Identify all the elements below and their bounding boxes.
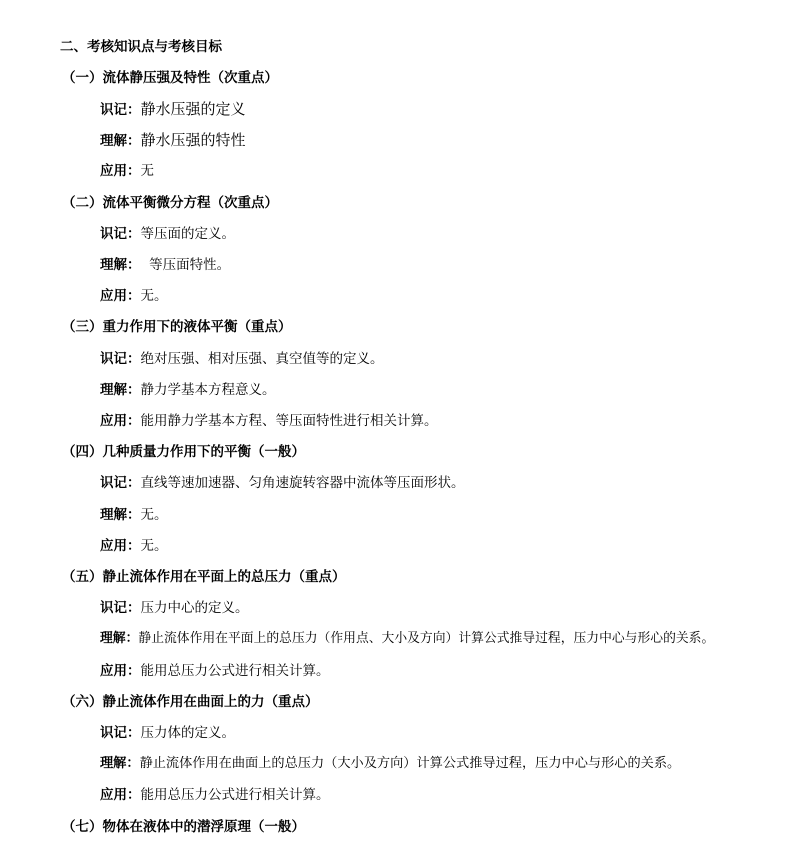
- item-label: 应用：: [100, 663, 141, 679]
- item-text: 无: [140, 163, 154, 179]
- item-label: 识记：: [100, 226, 141, 242]
- item-text: 无。: [140, 288, 168, 304]
- item-label: 识记：: [100, 102, 141, 118]
- item-5-1: [100, 600, 249, 616]
- item-text: 压力体的定义。: [140, 725, 235, 741]
- item-label: 识记：: [100, 600, 141, 616]
- item-2-1: [100, 226, 235, 242]
- item-2-2: [100, 257, 230, 273]
- item-2-3: [100, 288, 168, 304]
- item-label: 理解：: [100, 382, 141, 398]
- item-text: 静力学基本方程意义。: [140, 382, 276, 398]
- item-5-2: [100, 631, 714, 647]
- item-text: 静水压强的特性: [140, 131, 246, 149]
- section-heading-1: （一）流体静压强及特性（次重点）: [62, 70, 278, 86]
- item-text: 无。: [140, 538, 168, 554]
- item-text: 静止流体作用在曲面上的总压力（大小及方向）计算公式推导过程，压力中心与形心的关系。: [139, 756, 681, 771]
- item-label: 理解：: [100, 133, 141, 149]
- section-heading-2: （二）流体平衡微分方程（次重点）: [62, 195, 278, 211]
- item-text: 能用总压力公式进行相关计算。: [140, 663, 330, 679]
- item-3-2: [100, 382, 276, 398]
- item-text: 绝对压强、相对压强、真空值等的定义。: [140, 351, 384, 367]
- item-label: 理解：: [100, 756, 140, 771]
- section-heading-3: （三）重力作用下的液体平衡（重点）: [62, 319, 292, 335]
- item-6-2: [100, 756, 680, 772]
- item-label: 识记：: [100, 725, 141, 741]
- section-heading-5: （五）静止流体作用在平面上的总压力（重点）: [62, 569, 346, 585]
- item-label: 应用：: [100, 288, 141, 304]
- item-label: 应用：: [100, 787, 141, 803]
- section-heading-6: （六）静止流体作用在曲面上的力（重点）: [62, 694, 319, 710]
- item-text: 能用静力学基本方程、等压面特性进行相关计算。: [140, 413, 438, 429]
- item-label: 识记：: [100, 351, 141, 367]
- item-4-1: [100, 475, 465, 491]
- item-text: 能用总压力公式进行相关计算。: [140, 787, 330, 803]
- item-label: 应用：: [100, 163, 141, 179]
- item-label: 理解：: [100, 257, 141, 273]
- item-text: 等压面特性。: [140, 257, 231, 273]
- item-3-3: [100, 413, 438, 429]
- section-heading-4: （四）几种质量力作用下的平衡（一般）: [62, 444, 305, 460]
- item-label: 理解：: [100, 631, 139, 646]
- document-title: 二、考核知识点与考核目标: [60, 39, 222, 55]
- item-4-2: [100, 507, 168, 523]
- item-label: 应用：: [100, 538, 141, 554]
- item-text: 静水压强的定义: [140, 100, 246, 118]
- item-1-2: [100, 132, 246, 149]
- item-label: 理解：: [100, 507, 141, 523]
- item-6-1: [100, 725, 235, 741]
- item-4-3: [100, 538, 168, 554]
- item-text: 直线等速加速器、匀角速旋转容器中流体等压面形状。: [140, 475, 465, 491]
- item-text: 压力中心的定义。: [140, 600, 249, 616]
- section-heading-7: （七）物体在液体中的潜浮原理（一般）: [62, 819, 305, 835]
- item-6-3: [100, 787, 330, 803]
- item-5-3: [100, 663, 330, 679]
- item-label: 识记：: [100, 475, 141, 491]
- item-3-1: [100, 351, 384, 367]
- item-label: 应用：: [100, 413, 141, 429]
- item-text: 无。: [140, 507, 168, 523]
- item-1-3: [100, 163, 154, 179]
- item-text: 等压面的定义。: [140, 226, 235, 242]
- item-1-1: [100, 101, 246, 118]
- item-text: 静止流体作用在平面上的总压力（作用点、大小及方向）计算公式推导过程，压力中心与形心的关系。: [138, 631, 715, 646]
